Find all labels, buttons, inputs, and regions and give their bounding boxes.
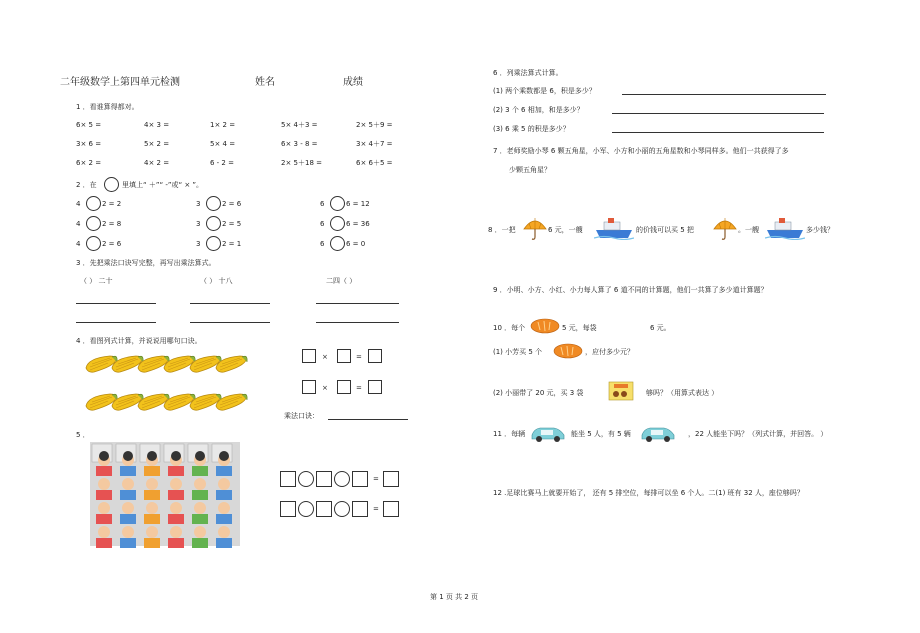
bread-icon <box>553 343 583 359</box>
answer-circle[interactable] <box>298 501 314 517</box>
q2-left-operand: 3 <box>196 200 201 208</box>
q6-item-1: (1) 两个乘数都是 6，积是多少？ <box>493 87 596 95</box>
times-sign: × <box>322 384 328 392</box>
q8-text-4: 。一艘 <box>738 226 759 234</box>
q2-title-pre: 2 ．在 <box>76 181 97 189</box>
q1-problem: 4× 2 = <box>144 159 170 167</box>
operator-circle[interactable] <box>206 216 221 231</box>
answer-line[interactable] <box>612 113 824 114</box>
q10-text-1: 10 ．每个 <box>493 324 526 332</box>
q6-item-3: (3) 6 乘 5 的积是多少？ <box>493 125 570 133</box>
answer-box[interactable] <box>316 471 332 487</box>
q2-right-part: 6 = 36 <box>346 220 370 228</box>
q10-sub1-a: (1) 小芳买 5 个 <box>493 348 543 356</box>
equals-sign: = <box>356 353 362 361</box>
times-sign: × <box>322 353 328 361</box>
equals-sign: = <box>373 505 379 513</box>
answer-line[interactable] <box>612 132 824 133</box>
q1-problem: 1× 2 = <box>210 121 236 129</box>
q3-title: 3 ．先把乘法口诀写完整，再写出乘法算式。 <box>76 259 216 267</box>
answer-box[interactable] <box>383 501 399 517</box>
answer-box[interactable] <box>352 471 368 487</box>
operator-circle[interactable] <box>330 196 345 211</box>
q2-left-operand: 4 <box>76 200 81 208</box>
umbrella-icon <box>522 215 548 241</box>
umbrella-icon <box>712 215 738 241</box>
q7-line-1: 7 ．老师奖励小琴 6 颗五角星，小军、小方和小丽的五角星数和小琴同样多。他们一共获得了多 <box>493 147 789 155</box>
fill-circle-icon <box>104 177 119 192</box>
q10-sub1-b: ，应付多少元？ <box>585 348 634 356</box>
q1-problem: 3× 6 = <box>76 140 102 148</box>
q8-text-2: 6 元，一艘 <box>548 226 583 234</box>
q1-problem: 6× 5 = <box>76 121 102 129</box>
q3-item-3: 二四（ ） <box>326 277 357 285</box>
q1-problem: 6× 2 = <box>76 159 102 167</box>
q2-right-part: 6 = 0 <box>346 240 366 248</box>
q1-problem: 3× 4＋7 = <box>356 140 393 148</box>
answer-box[interactable] <box>337 380 351 394</box>
operator-circle[interactable] <box>330 216 345 231</box>
q2-right-part: 2 = 2 <box>102 200 122 208</box>
answer-box[interactable] <box>280 471 296 487</box>
formula-label: 乘法口诀： <box>284 412 319 420</box>
equals-sign: = <box>356 384 362 392</box>
answer-line[interactable] <box>190 322 270 323</box>
q7-line-2: 少颗五角星？ <box>509 166 551 174</box>
page-number: 第 1 页 共 2 页 <box>430 593 479 601</box>
q10-text-3: 6 元。 <box>650 324 671 332</box>
operator-circle[interactable] <box>86 236 101 251</box>
q3-item-1: （ ） 二十 <box>80 277 113 285</box>
equals-sign: = <box>373 475 379 483</box>
q2-left-operand: 4 <box>76 220 81 228</box>
answer-circle[interactable] <box>334 471 350 487</box>
q5-title: 5 ． <box>76 431 90 439</box>
students-icon <box>82 438 242 550</box>
q4-title: 4 ．看图列式计算，并说说用哪句口诀。 <box>76 337 202 345</box>
answer-circle[interactable] <box>334 501 350 517</box>
q2-left-operand: 3 <box>196 220 201 228</box>
q2-right-part: 2 = 1 <box>222 240 242 248</box>
q10-sub2-a: (2) 小丽带了 20 元，买 3 袋 <box>493 389 584 397</box>
answer-box[interactable] <box>280 501 296 517</box>
q10-text-2: 5 元，每袋 <box>562 324 597 332</box>
q2-left-operand: 4 <box>76 240 81 248</box>
answer-line[interactable] <box>622 94 826 95</box>
q9-text: 9 ．小明、小方、小红、小力每人算了 6 道不同的计算题，他们一共算了多少道计算题？ <box>493 286 768 294</box>
corn-icon <box>84 352 254 424</box>
answer-line[interactable] <box>316 322 399 323</box>
answer-box[interactable] <box>383 471 399 487</box>
q8-text-5: 多少钱？ <box>806 226 834 234</box>
q2-right-part: 2 = 6 <box>102 240 122 248</box>
answer-box[interactable] <box>368 349 382 363</box>
q1-problem: 6 - 2 = <box>210 159 234 167</box>
car-icon <box>530 423 566 443</box>
car-icon <box>640 423 676 443</box>
q2-left-operand: 6 <box>320 220 325 228</box>
q1-problem: 5× 2 = <box>144 140 170 148</box>
q2-left-operand: 3 <box>196 240 201 248</box>
answer-circle[interactable] <box>298 471 314 487</box>
q12-text: 12 .足球比赛马上就要开始了， 还有 5 排空位，每排可以坐 6 个人。二(1) 班有 32 人，座位够吗？ <box>493 489 804 497</box>
operator-circle[interactable] <box>206 236 221 251</box>
answer-box[interactable] <box>337 349 351 363</box>
q6-title: 6 ．列乘法算式计算。 <box>493 69 563 77</box>
score-label: 成绩 <box>343 77 363 88</box>
operator-circle[interactable] <box>330 236 345 251</box>
q11-text-3: ，22 人能坐下吗？（列式计算，并回答。 ） <box>688 430 828 438</box>
answer-line[interactable] <box>190 303 270 304</box>
q2-title-post: 里填上“ ＋”“ -”或“ × ”。 <box>122 181 204 189</box>
q11-text-2: 能坐 5 人，有 5 辆 <box>571 430 631 438</box>
q1-problem: 6× 6＋5 = <box>356 159 393 167</box>
q1-problem: 5× 4 = <box>210 140 236 148</box>
answer-box[interactable] <box>302 349 316 363</box>
q6-item-2: (2) 3 个 6 相加，和是多少？ <box>493 106 584 114</box>
answer-line[interactable] <box>316 303 399 304</box>
q10-sub2-b: 够吗？（用算式表达 ） <box>646 389 719 397</box>
q1-problem: 2× 5＋9 = <box>356 121 393 129</box>
q2-right-part: 2 = 6 <box>222 200 242 208</box>
q11-text-1: 11 ．每辆 <box>493 430 526 438</box>
name-label: 姓名 <box>255 77 275 88</box>
ship-icon <box>765 216 805 240</box>
answer-box[interactable] <box>302 380 316 394</box>
q1-problem: 5× 4＋3 = <box>281 121 318 129</box>
q8-text-1: 8 ．一把 <box>488 226 516 234</box>
q1-problem: 4× 3 = <box>144 121 170 129</box>
answer-box[interactable] <box>368 380 382 394</box>
biscuit-bag-icon <box>608 381 634 401</box>
answer-line[interactable] <box>76 322 156 323</box>
formula-line[interactable] <box>328 419 408 420</box>
bread-icon <box>530 318 560 334</box>
q2-right-part: 2 = 5 <box>222 220 242 228</box>
q1-problem: 6× 3 - 8 = <box>281 140 318 148</box>
answer-box[interactable] <box>352 501 368 517</box>
q2-right-part: 2 = 8 <box>102 220 122 228</box>
ship-icon <box>594 216 634 240</box>
q2-left-operand: 6 <box>320 240 325 248</box>
answer-line[interactable] <box>76 303 156 304</box>
page-title: 二年级数学上第四单元检测 <box>60 77 180 88</box>
operator-circle[interactable] <box>86 216 101 231</box>
q2-left-operand: 6 <box>320 200 325 208</box>
q1-title: 1 ．看谁算得都对。 <box>76 103 139 111</box>
answer-box[interactable] <box>316 501 332 517</box>
q8-text-3: 的价钱可以买 5 把 <box>636 226 694 234</box>
q2-right-part: 6 = 12 <box>346 200 370 208</box>
operator-circle[interactable] <box>206 196 221 211</box>
operator-circle[interactable] <box>86 196 101 211</box>
q3-item-2: （ ） 十八 <box>200 277 233 285</box>
q1-problem: 2× 5＋18 = <box>281 159 322 167</box>
